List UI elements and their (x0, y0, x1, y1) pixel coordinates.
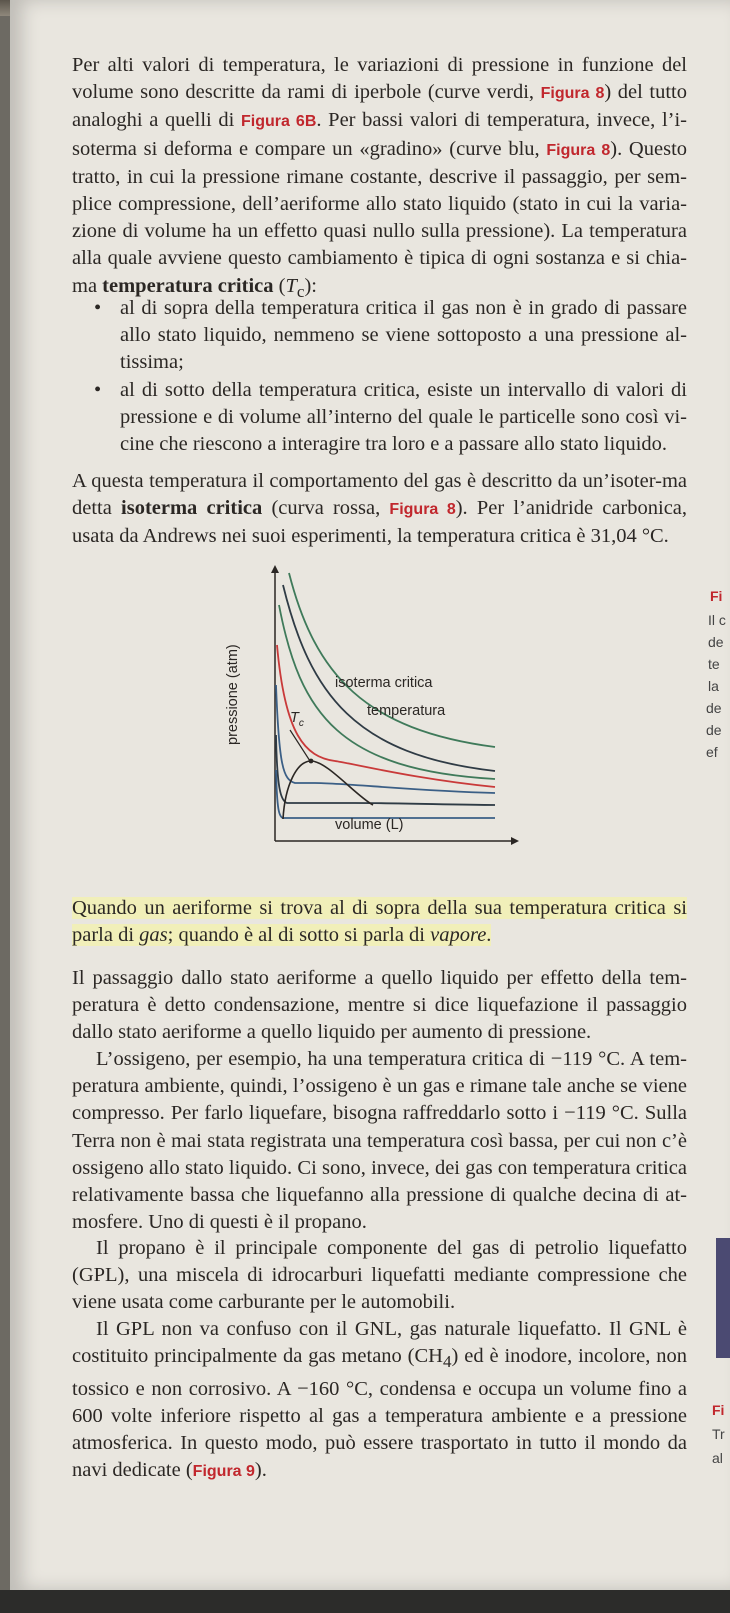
figure-8-reference: Figura 8 (389, 501, 456, 519)
side-fragment: la (708, 678, 719, 694)
p2-text: (curva rossa, (262, 497, 390, 520)
tc-letter: T (290, 710, 299, 726)
green-isotherm-curve (289, 573, 495, 747)
p1-line: tratto, in cui la pressione rimane costante, descrive il passaggio, per sem- (72, 165, 687, 188)
side-fragment: te (708, 656, 720, 672)
label-temperatura: temperatura (367, 703, 446, 719)
x-axis-label: volume (L) (335, 817, 404, 833)
term-isoterma-critica: isoterma critica (121, 497, 263, 520)
bullet-item: • al di sopra della temperatura critica il gas non è in grado di passare allo stato liquido, nemmeno se viene sottoposto a una pressione al-tissima; (82, 295, 687, 377)
bullet-item: • al di sotto della temperatura critica, esiste un intervallo di valori di pressione e di volume all’interno del quale le particelle sono così vi-cine che riescono a interagire tra loro e a passare allo stato liquido. (82, 377, 687, 459)
term-temperatura-critica: temperatura critica (102, 274, 274, 297)
p6-text: ) ed è inodore, incolore, non tossico e non corrosivo. A −160 °C, condensa e occupa un volume fino a 600 volte inferiore rispetto al gas a temperatura ambiente e a pressione atmosferica. In questo modo, può essere trasportato in tutto il mondo da navi dedicate ( (72, 1345, 687, 1482)
paragraph-3 (72, 965, 687, 1047)
label-tc (290, 710, 304, 729)
paragraph-5 (72, 1235, 687, 1317)
side-fragment-bottom: al (712, 1450, 723, 1466)
x-axis-arrow (511, 837, 519, 845)
critical-point (309, 759, 314, 764)
p1-line: ) del tutto (604, 81, 688, 104)
p1-line: volume sono descritte da rami di iperbole (curve verdi, (72, 81, 541, 104)
y-axis-label: pressione (atm) (225, 644, 241, 745)
hl-text: ; quando è al di sotto si parla di (167, 924, 431, 947)
blue-isotherm-curve (276, 770, 495, 818)
figure-9-reference: Figura 9 (192, 1463, 255, 1481)
green-isotherm-curve (279, 605, 495, 779)
figure-8-reference: Figura 8 (540, 85, 605, 103)
bullet-list (72, 295, 687, 458)
figure-8-reference: Figura 8 (546, 141, 611, 159)
p1-line: analoghi a quelli di (72, 109, 242, 132)
figure-6b-reference: Figura 6B (241, 113, 317, 131)
hl-text: . (486, 924, 492, 947)
tc-symbol: T (285, 274, 297, 297)
term-gas: gas (139, 924, 168, 947)
p1-line: . Per bassi valori di temperatura, invece, l’i- (316, 109, 687, 132)
p6-text: ). (254, 1459, 267, 1482)
side-fragment-bottom: Tr (712, 1426, 725, 1442)
paragraph-2 (72, 468, 687, 551)
p1-line: zione di volume ha un effetto quasi nullo sulla pressione). La temperatura (72, 220, 687, 243)
adjacent-page-image-edge (716, 1238, 730, 1358)
p6-text: Il GPL non va confuso con il GNL, gas naturale liquefatto. Il GNL è costituito principalmente da gas metano (CH (72, 1318, 687, 1368)
side-fragment-bottom: Fi (712, 1402, 725, 1418)
p1-line: ( (273, 274, 286, 297)
side-fragment: de (706, 722, 722, 738)
hl-text: Quando un aeriforme si trova al di sopra della sua temperatura critica si parla di (72, 897, 687, 947)
label-isoterma-critica: isoterma critica (335, 675, 433, 691)
side-fragment: de (708, 634, 724, 650)
isotherm-graph (215, 565, 525, 865)
coexistence-dome (283, 761, 373, 819)
p1-line: ). Questo (610, 137, 688, 160)
p3-text: Il passaggio dallo stato aeriforme a quello liquido per effetto della tem-peratura è detto condensazione, mentre si dice liquefazione il passaggio dallo stato aeriforme a quello liquido per aumento di pressione. (72, 967, 687, 1044)
p1-line: soterma si deforma e compare un «gradino» (curve blu, (72, 137, 547, 160)
side-fragment: de (706, 700, 722, 716)
tc-sub: c (298, 717, 304, 729)
term-vapore: vapore (430, 924, 487, 947)
p2-text: ). Per l’anidride carbonica, usata da Andrews nei suoi esperimenti, la temperatura critica è 31,04 °C. (72, 497, 688, 548)
p2-text: A questa temperatura il comportamento del gas è descritto da un’isoter-ma detta (72, 470, 687, 520)
side-fragment: Il c (708, 612, 726, 628)
side-fragment: Fi (710, 588, 723, 604)
p1-line: plice compressione, dell’aeriforme allo stato liquido (stato in cui la varia- (72, 193, 687, 216)
tc-subscript: c (296, 281, 305, 301)
paragraph-1 (72, 52, 687, 305)
paragraph-4 (72, 1046, 687, 1236)
p1-line: Per alti valori di temperatura, le variazioni di pressione in funzione del (72, 54, 687, 76)
p1-line: ma (72, 274, 103, 297)
highlight-paragraph (72, 895, 687, 949)
p1-line: ): (304, 274, 317, 297)
p5-text: Il propano è il principale componente del gas di petrolio liquefatto (GPL), una miscela di idrocarburi liquefatti mediante compressione che viene usata come carburante per le automobili. (72, 1237, 687, 1314)
page-bottom-edge (0, 1590, 730, 1613)
paragraph-6 (72, 1316, 687, 1485)
p1-line: alla quale avviene questo cambiamento è tipica di ogni sostanza e si chia- (72, 247, 687, 270)
p4-text: L’ossigeno, per esempio, ha una temperatura critica di −119 °C. A tem-peratura ambiente, quindi, l’ossigeno è un gas e rimane tale anche se viene compresso. Per farlo liquefare, bisogna raffreddarlo sotto i −119 °C. Sulla Terra non è mai stata registrata una temperatura così bassa, per cui non c’è ossigeno allo stato liquido. Ci sono, invece, dei gas con temperatura critica relativamente bassa che liquefanno alla pressione di qualche decina di at-mosfere. Uno di questi è il propano. (72, 1048, 687, 1234)
ch4-subscript: 4 (442, 1352, 452, 1372)
tc-pointer (290, 730, 310, 761)
y-axis-arrow (271, 565, 279, 573)
side-fragment: ef (706, 744, 718, 760)
highlighted-text (72, 897, 687, 946)
